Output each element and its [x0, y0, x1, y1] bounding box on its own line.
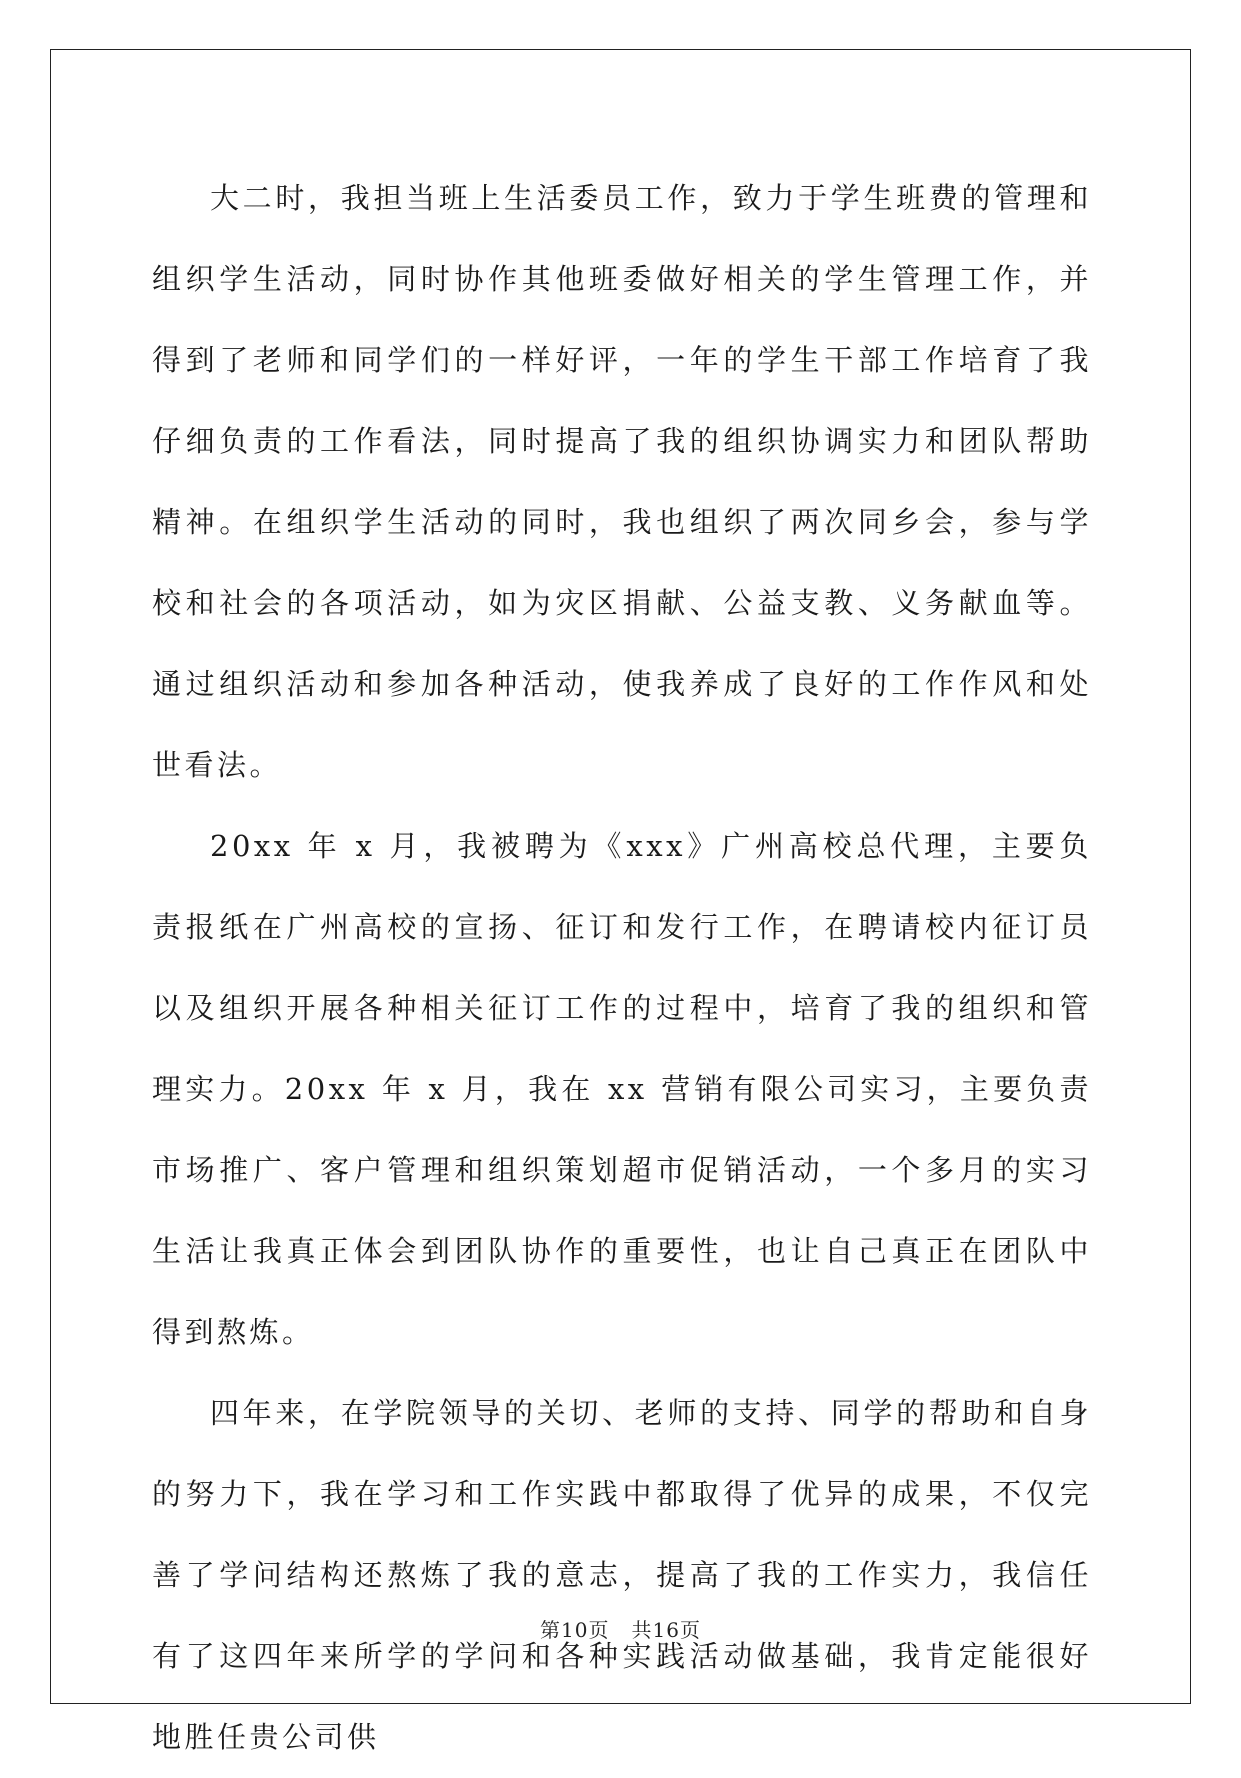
total-page-count: 共16页: [631, 1618, 701, 1642]
paragraph-summary: 四年来，在学院领导的关切、老师的支持、同学的帮助和自身的努力下，我在学习和工作实践中都取得了优异的成果，不仅完善了学问结构还熬炼了我的意志，提高了我的工作实力，我信任有了这四年来所学的学问和各种实践活动做基础，我肯定能很好地胜任贵公司供: [152, 1396, 1092, 1754]
current-page-number: 第10页: [540, 1618, 610, 1642]
document-body: [152, 158, 1092, 1778]
paragraph-student-work: 大二时，我担当班上生活委员工作，致力于学生班费的管理和组织学生活动，同时协作其他班委做好相关的学生管理工作，并得到了老师和同学们的一样好评，一年的学生干部工作培育了我仔细负责的工作看法，同时提高了我的组织协调实力和团队帮助精神。在组织学生活动的同时，我也组织了两次同乡会，参与学校和社会的各项活动，如为灾区捐献、公益支教、义务献血等。通过组织活动和参加各种活动，使我养成了良好的工作作风和处世看法。: [152, 181, 1092, 782]
page-footer: [0, 1614, 1241, 1643]
paragraph-internship: 20xx 年 x 月，我被聘为《xxx》广州高校总代理，主要负责报纸在广州高校的宣扬、征订和发行工作，在聘请校内征订员以及组织开展各种相关征订工作的过程中，培育了我的组织和管理实力。20xx 年 x 月，我在 xx 营销有限公司实习，主要负责市场推广、客户管理和组织策划超市促销活动，一个多月的实习生活让我真正体会到团队协作的重要性，也让自己真正在团队中得到熬炼。: [152, 829, 1092, 1349]
